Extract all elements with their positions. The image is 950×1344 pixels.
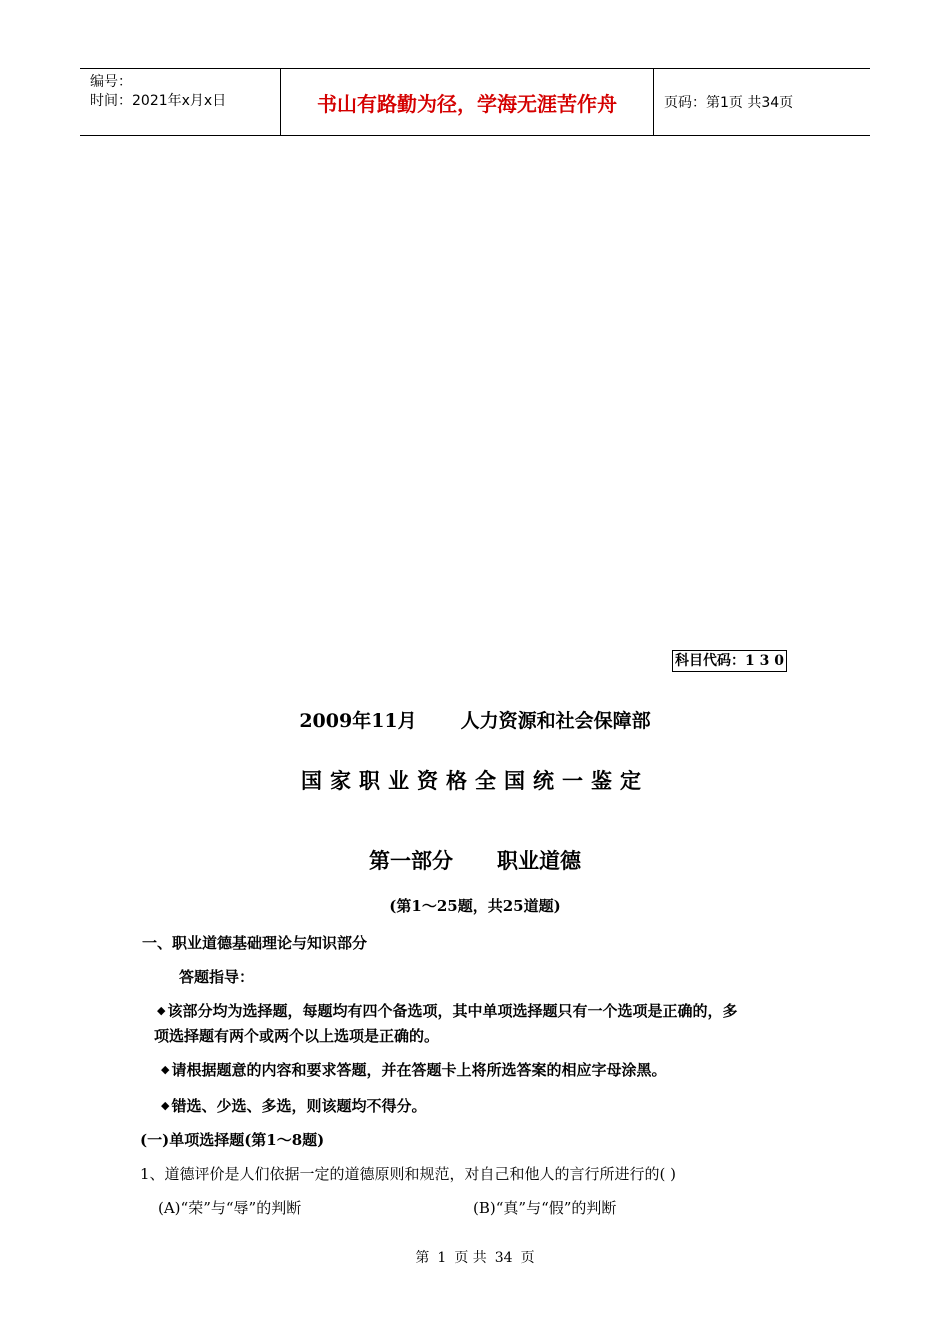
diamond-bullet-icon: ◆: [157, 1004, 166, 1017]
part-name: 第一部分: [369, 848, 453, 873]
part-title: [0, 845, 950, 875]
time-label: 时间：2021年x月x日: [90, 93, 227, 109]
question-1-text: 1、道德评价是人们依据一定的道德原则和规范，对自己和他人的言行所进行的( ): [140, 1165, 677, 1183]
footer-total-pages: 34: [494, 1250, 513, 1266]
subject-code-box: 科目代码：1 3 0: [672, 650, 787, 672]
page-header: [80, 68, 870, 136]
exam-ministry: 人力资源和社会保障部: [460, 710, 651, 732]
page-footer: 第 1 页 共 34 页: [415, 1250, 535, 1266]
section-heading: 一、职业道德基础理论与知识部分: [142, 934, 368, 952]
question-1-option-a: (A)“荣”与“辱”的判断: [158, 1199, 302, 1217]
header-page-info: 页码：第1页 共34页: [664, 95, 794, 111]
rule-1-line-1: ◆ 该部分均为选择题，每题均有四个备选项，其中单项选择题只有一个选项是正确的，多: [157, 1002, 738, 1020]
guide-label: 答题指导：: [179, 968, 255, 986]
part-range: (第1～25题，共25道题): [389, 897, 561, 915]
header-motto: 书山有路勤为径，学海无涯苦作舟: [281, 69, 654, 135]
rule-2: ◆ 请根据题意的内容和要求答题，并在答题卡上将所选答案的相应字母涂黑。: [161, 1061, 667, 1079]
header-meta: [80, 69, 281, 135]
exam-date-line: [0, 706, 950, 733]
part-subject: 职业道德: [497, 848, 581, 873]
question-1-option-b: (B)“真”与“假”的判断: [473, 1199, 617, 1217]
footer-page-number: 1: [437, 1250, 447, 1266]
diamond-bullet-icon: ◆: [161, 1063, 170, 1076]
exam-date: 2009年11月: [299, 710, 417, 732]
diamond-bullet-icon: ◆: [161, 1099, 170, 1112]
exam-title: 国家职业资格全国统一鉴定: [301, 768, 649, 793]
rule-3: ◆ 错选、少选、多选，则该题均不得分。: [161, 1097, 427, 1115]
rule-1-line-2: 项选择题有两个或两个以上选项是正确的。: [154, 1027, 440, 1045]
question-group-heading: (一)单项选择题(第1～8题): [140, 1131, 325, 1149]
number-label: 编号：: [90, 74, 132, 90]
